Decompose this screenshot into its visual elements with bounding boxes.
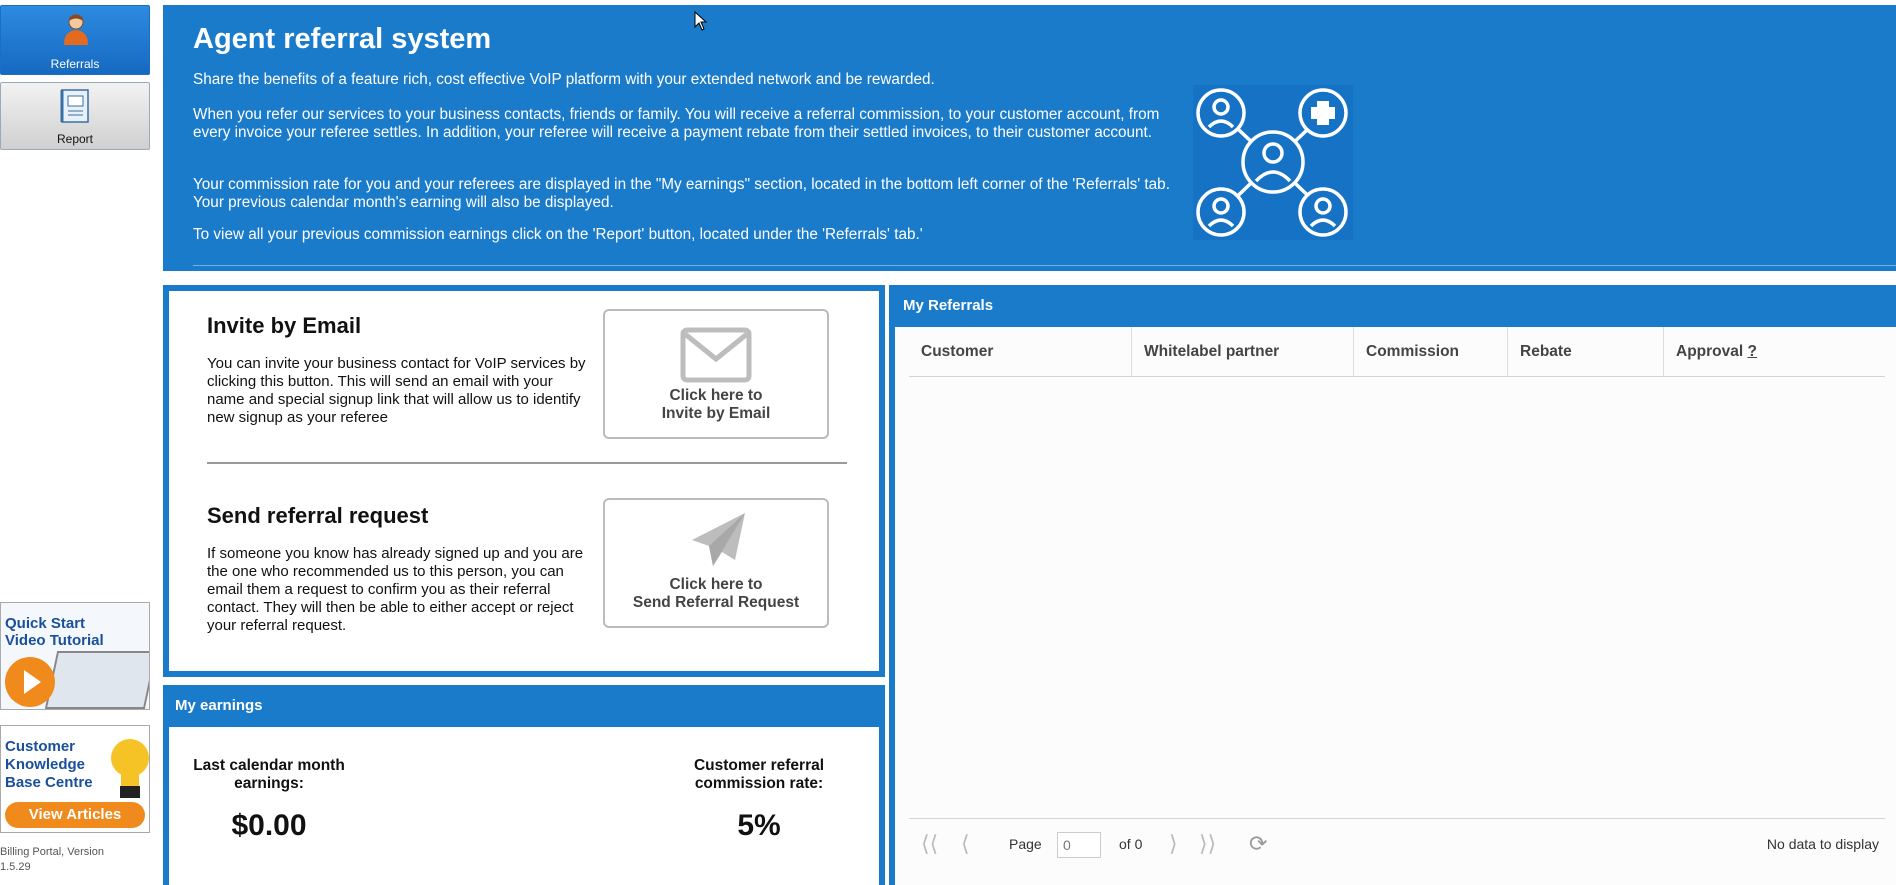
earnings-panel — [163, 685, 885, 885]
next-page-icon[interactable]: ⟩ — [1169, 831, 1178, 856]
invite-panel — [163, 285, 885, 677]
column-customer[interactable]: Customer — [921, 343, 994, 360]
last-page-icon[interactable]: ⟩⟩ — [1199, 831, 1217, 856]
lightbulb-icon — [107, 734, 150, 802]
page-count-label: of 0 — [1119, 836, 1143, 852]
earnings-title: My earnings — [175, 697, 263, 714]
column-rebate[interactable]: Rebate — [1507, 327, 1663, 376]
referrals-table-body — [909, 377, 1885, 817]
sidebar-item-label: Referrals — [50, 57, 100, 71]
view-articles-button[interactable]: View Articles — [5, 802, 145, 828]
invite-title: Invite by Email — [207, 313, 362, 338]
prev-page-icon[interactable]: ⟨ — [961, 831, 970, 856]
commission-rate-value: 5% — [737, 809, 781, 842]
sidebar — [0, 0, 152, 875]
approval-help-link[interactable]: ? — [1747, 343, 1757, 360]
intro-paragraph-3: Your commission rate for you and your referees are displayed in the "My earnings" section, located in the bottom left corner of the 'Referrals' tab. Your previous calendar month's earning will also be displayed. — [193, 176, 1170, 211]
referral-network-icon — [1193, 85, 1353, 240]
column-whitelabel-partner[interactable]: Whitelabel partner — [1131, 327, 1353, 376]
referrals-table-header — [909, 327, 1885, 377]
version-info: Billing Portal, Version 1.5.29 — [0, 846, 104, 873]
quick-start-video-banner[interactable] — [0, 602, 150, 710]
page-label: Page — [1009, 836, 1042, 852]
header-banner — [163, 5, 1896, 271]
send-referral-request-button[interactable]: Click here to Send Referral Request — [603, 498, 829, 628]
request-description: If someone you know has already signed up and you are the one who recommended us to this person, you can email them a request to confirm you as their referral contact. They will then be able to either accept or reject your referral request. — [207, 545, 584, 634]
report-icon — [59, 87, 91, 125]
laptop-image — [45, 651, 150, 709]
header-divider — [193, 265, 1896, 266]
last-month-earnings-label: Last calendar month earnings: — [193, 757, 345, 792]
sidebar-item-label: Report — [56, 132, 94, 146]
banner-title: Quick Start Video Tutorial — [5, 615, 104, 649]
commission-rate-label: Customer referral commission rate: — [693, 757, 825, 792]
knowledge-base-banner[interactable] — [0, 725, 150, 833]
envelope-icon — [680, 327, 752, 383]
pager-status: No data to display — [1766, 836, 1879, 852]
referrals-title: My Referrals — [903, 297, 994, 314]
page-title: Agent referral system — [193, 23, 492, 55]
pagination-bar — [909, 818, 1885, 869]
page-number-input[interactable] — [1057, 832, 1101, 858]
mouse-cursor-icon — [694, 11, 708, 31]
person-icon — [61, 12, 91, 46]
first-page-icon[interactable]: ⟨⟨ — [921, 831, 939, 856]
intro-paragraph-2: When you refer our services to your business contacts, friends or family. You will receive a referral commission, to your customer account, from every invoice your referee settles. In addition, your referee will receive a payment rebate from their settled invoices, to their customer account. — [193, 106, 1160, 141]
sidebar-item-report[interactable] — [0, 82, 150, 150]
column-commission[interactable]: Commission — [1353, 327, 1507, 376]
sidebar-item-referrals[interactable] — [0, 5, 150, 75]
request-title: Send referral request — [207, 503, 429, 528]
my-referrals-panel — [889, 285, 1896, 885]
column-approval[interactable]: Approval ? — [1663, 327, 1885, 376]
invite-by-email-button[interactable]: Click here to Invite by Email — [603, 309, 829, 439]
banner-title: Customer Knowledge Base Centre — [5, 738, 93, 791]
section-divider — [207, 462, 847, 464]
last-month-earnings-value: $0.00 — [231, 809, 307, 842]
intro-paragraph-1: Share the benefits of a feature rich, cost effective VoIP platform with your extended network and be rewarded. — [193, 71, 935, 88]
invite-description: You can invite your business contact for VoIP services by clicking this button. This will send an email with your name and special signup link that will allow us to identify new signup as your referee — [207, 355, 586, 426]
paper-plane-icon — [689, 510, 749, 570]
play-icon — [3, 655, 57, 709]
intro-paragraph-4: To view all your previous commission earnings click on the 'Report' button, located under the 'Referrals' tab.' — [193, 226, 923, 243]
refresh-icon[interactable]: ⟳ — [1249, 831, 1268, 856]
